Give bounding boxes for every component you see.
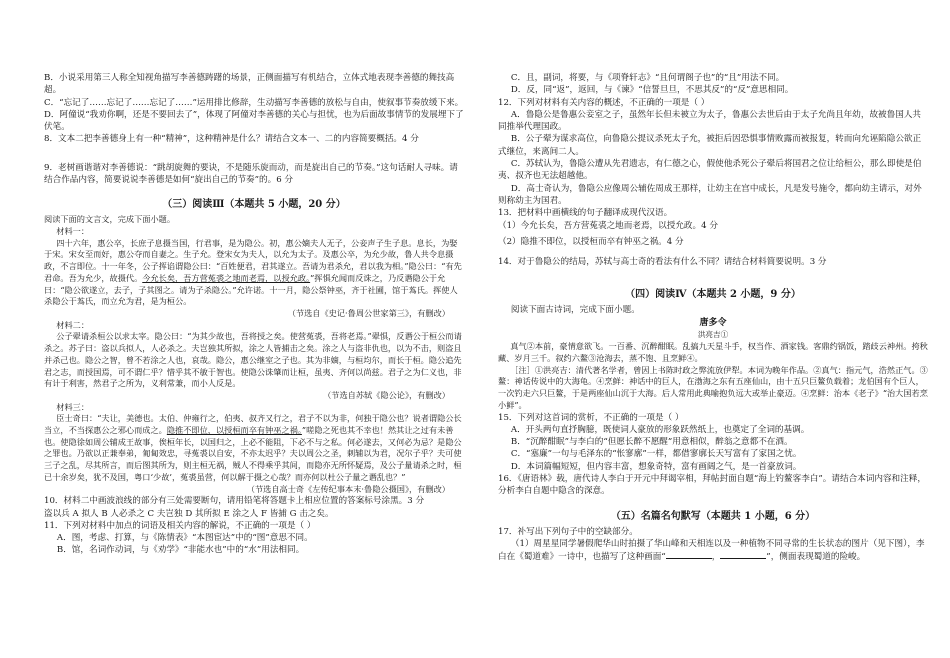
material-1-source: （节选自《史记·鲁周公世家第三》，有删改）	[287, 308, 450, 318]
question-10-options: 盗以兵 A 拟人 B 人必杀之 C 夫岂独 D 其所拟 E 涂之人 F 皆捕 G 击之矣。	[44, 508, 334, 519]
poem-notes: ［注］①洪亮吉：清代著名学者，曾因上书陈时政之弊流放伊犁。本词为晚年作品。②真气：指元气，浩然正气。③鳌：神话传说中的大海龟。④烹鲜：神话中的巨人，在渤海之东有五座仙山，由十五只巨鳌负载着；龙伯国有个巨人，一次钓走六只巨鳌，于是两座仙山沉于大海。后人常用此典喻抱负远大或举止豪迈。④烹鲜：治本《老子》“治大国若烹小鲜”。	[498, 364, 928, 410]
material-1-part-b: ”挥惧允闻而反诛之，乃反谮隐公于允曰：“隐公欲遂立，去子，子其图之。请为子杀隐公。”允许诺。十一月，隐公祭钟巫，齐于社圃，馆于蒍氏。挥使人杀隐公于蒍氏，而立允为君，是为桓公。	[44, 272, 458, 307]
q15-option-b: B．“沉醉酣眠”与李白的“但愿长醉不愿醒”用意相似，醉翁之意都不在酒。	[510, 437, 793, 448]
q15-option-d: D．本词篇幅短短，但内容丰富，想象奇特，富有画阔之气，是一首豪放词。	[510, 461, 802, 472]
material-3-source: （节选自高士奇《左传纪事本末·鲁隐公摄国》，有删改）	[246, 483, 450, 494]
q17-1-text-c: ”，侧面表现蜀道的险峻。	[766, 552, 866, 563]
q12-option-d: D．高士奇认为，鲁隐公应像周公辅佐周成王那样，让幼主在宫中成长，凡是发号施令，都向幼主请示，对外则称幼主为国君。	[498, 183, 922, 206]
material-2-label: 材料二：	[56, 319, 90, 330]
q11-option-c: C．且，副词，将要，与《项脊轩志》“且何谓阁子也”的“且”用法不同。	[510, 73, 785, 83]
material-3-part-b: ”嗟隐之死也其不幸也！然其让之过有未善也。使隐徐如周公辅成王故事，俟桓年长，以国归之，上必不能阻，下必不与之私。何必遂去，又何必为忌？是隐公之罪也。乃欲以正兼奉弟，匍匐效忠，寻菟裘以自安，不亦太迟乎？夫以周公之圣，刺辅以为君，况尔子乎？夫可使三子之乱，尽其所言，而后图其所为，则主桓无祸，贼人不得乘乎其间，而隐亦无所怀疑焉，及公子量请杀之时，桓已十余岁矣，犹不及国，粤口‘少故’，菟裘虽营，何以解于摄之心哉？而亦何以杜公子量之谮乱也？”	[44, 425, 462, 482]
material-1-part-a: 四十六年，惠公卒，长庶子息摄当国，行君事，是为隐公。初，惠公嫡夫人无子，公妾声子生子息。息长，为娶于宋。宋女至而好，惠公夺而自妻之。生子允。登宋女为夫人，以允为太子。及惠公卒，为允少故，鲁人共令息摄政，不言即位。十一年冬，公子挥谄谓隐公曰：“百姓便君，君其遂立。吾请为君杀允，君以我为相。”隐公曰：“有先君命。吾为允少，故摄代。	[44, 237, 462, 283]
q15-option-c: C．“塞廉”一句与毛泽东的“怅寥廓”一样，都借寥廓长天写富有了家国之忧。	[510, 449, 802, 460]
question-17-part-1	[498, 538, 928, 564]
poem-text: 真气②本前，豪情意欲飞。一百番、沉醉酣眠。乱搞九天星斗手，权当作、酒家钱。客鼎约锅饭，踏歧云神州。挎秋藏、岁月三千。叙约六鳌③沧海去，蒸不饱、且烹鲜④。	[498, 341, 928, 364]
question-8: 8．文本二把李善德身上有一种“精神”，这种精神是什么？请结合文本一、二的内容简要概括。4 分	[44, 134, 419, 145]
q12-option-b: B．公子翚为谋求高位，向鲁隐公提议杀死太子允，被拒后因恐惧事情败露而被报复，转而向允诬陷隐公欲正式继位，来离间二人。	[498, 134, 922, 157]
question-15: 15．下列对这首词的赏析，不正确的一项是（ ）	[498, 412, 684, 423]
poem-title: 唐多令	[699, 317, 727, 328]
q8-option-c: C．“忘记了……忘记了……忘记了……”运用排比修辞，生动描写李善德的放松与自由，使叙事节奏放缓下来。	[44, 97, 464, 108]
q11-option-a: A．图，考虑、打算，与《陈情表》“本图宦达”中的“图”意思不同。	[56, 533, 313, 544]
question-9: 9．老树画谐谐对李善德说：“跳胡旋舞的要诀，不是随乐旋而动，而是旋出自己的节奏。”这句话耐人寻味。请结合作品内容，简要说说李善德是如何“旋出自己的节奏”的。6 分	[44, 162, 458, 186]
question-10: 10．材料二中画波浪线的部分有三处需要断句，请用铅笔将答题卡上相应位置的答案标号涂黑。3 分	[44, 496, 425, 507]
material-2-source: （节选自苏轼《隐公论》，有删改）	[323, 389, 450, 400]
poem-author: 洪亮吉①	[697, 330, 729, 340]
answer-space	[498, 268, 928, 276]
material-2-text: 公子翚请杀桓公以求太宰。隐公曰：“为其少故也，吾将授之矣。使营菟裘，吾将老焉。”翚惧，反谮公于桓公而请杀之。苏子曰：盗以兵拟人，人必杀之。夫岂独其所拟，涂之人皆捕击之矣。涂之人与盗非仇也，以为不击，则盗且并杀己也。隐公之智，曾不若涂之人也，哀哉。隐公，惠公继室之子也。其为非嫡，与桓均尔，而长于桓。隐公追先君之志，而授国焉，可不谓仁乎？惜乎其不敏于智也。使隐公诛肇而让桓，虽夷、齐何以尚兹。君子之为仁义也，非有计于利害，然君子之所为，义利常兼，而小人反是。	[44, 331, 462, 389]
material-3-underlined: 隐推不即位，以授桓而卒有钟巫之祸。	[166, 425, 302, 436]
answer-space	[498, 276, 928, 284]
material-1-label: 材料一：	[56, 226, 90, 237]
section-4-title: （四）阅读Ⅳ（本题共 2 小题，9 分）	[625, 289, 801, 301]
section-5-title: （五）名篇名句默写（本题共 1 小题，6 分）	[610, 510, 816, 522]
question-13: 13．把材料中画横线的句子翻译成现代汉语。	[498, 208, 673, 219]
section-3-title: （三）阅读Ⅲ（本题共 5 小题，20 分）	[162, 199, 346, 211]
section-4-intro: 阅读下面古诗词，完成下面小题。	[510, 305, 640, 316]
question-13-part-2: （2）隐推不即位，以授桓而卒有钟巫之祸。4 分	[498, 236, 684, 247]
question-11: 11．下列对材料中加点的词语及相关内容的解说，不正确的一项是（ ）	[44, 520, 316, 531]
q8-option-b: B．小说采用第三人称全知视角描写李善德踌躇的场景，正侧面描写有机结合，立体式地表现李善德的舞技高超。	[44, 73, 455, 96]
material-3-text	[44, 413, 464, 483]
material-1-underlined: 今允长矣，吾方营菟裘之地而老焉，以授允政。	[142, 272, 311, 283]
question-16: 16．《唐语林》载，唐代诗人李白于开元中拜谒宰相，拜帖封面自题“海上钓鳌客李白”。请结合本词内容和注释，分析李白自题中隐含的深意。	[498, 474, 926, 497]
question-13-part-1: （1）今允长矣，吾方营菟裘之地而老焉，以授允政。4 分	[498, 220, 718, 231]
answer-space	[44, 186, 464, 194]
question-17: 17．补写出下列句子中的空缺部分。	[498, 526, 638, 537]
question-12: 12．下列对材料有关内容的概述，不正确的一项是（ ）	[498, 97, 710, 108]
answer-space	[44, 154, 464, 162]
q12-option-a: A．鲁隐公是鲁惠公妾室之子，虽然年长但未被立为太子，鲁惠公去世后由于太子允尚且年幼，故被鲁国人共同推举代理国政。	[498, 109, 922, 133]
blank-line	[666, 550, 712, 559]
answer-space	[498, 248, 928, 256]
left-column	[44, 72, 464, 557]
q15-option-a: A．开头两句直抒胸臆，既使词人豪放的形象跃然纸上，也奠定了全词的基调。	[510, 424, 810, 435]
material-3-part-a: 臣士奇曰：“夫让，美德也。太伯、仲雍行之，伯夷、叔齐又行之，君子不以为非，何独于隐公也？说者谓隐公长当立，不当探惠公之邪心而成之。	[44, 413, 462, 436]
answer-space	[44, 146, 464, 154]
q17-1-text-b: ，	[711, 552, 721, 563]
material-3-label: 材料三：	[56, 401, 90, 412]
question-14: 14．对于鲁隐公的结局，苏轼与高士奇的看法有什么不同？请结合材料简要说明。3 分	[498, 257, 827, 268]
q11-option-d: D．反，同“返”，返回，与《谏》“信誓旦旦，不思其反”的“反”意思相同。	[510, 85, 794, 96]
right-column	[498, 72, 928, 564]
q12-option-c: C．苏轼认为，鲁隐公遭从先君遗志，有仁德之心，假使他杀死公子翚后将国君之位让给桓公，那么即使是伯夷、叔齐也无法超越他。	[498, 159, 922, 182]
q8-option-d: D．阿僮说“我劝你啊，还是不要回去了”，体现了阿僮对李善德的关心与担忧，也为后面故事情节的发展埋下了伏笔。	[44, 109, 464, 133]
q11-option-b: B．馆，名词作动词，与《劝学》“非能水也”中的“水”用法相同。	[56, 545, 305, 556]
blank-line	[720, 550, 766, 559]
q17-1-text-a: （1）周星星同学暑假爬华山时拍摄了华山峰和天相连以及一种植物不同寻常的生长状态的图片（见下图），李白在《蜀道难》一诗中，也描写了这种画面“	[498, 538, 925, 563]
material-1-text	[44, 238, 464, 308]
section-3-intro: 阅读下面的文言文，完成下面小题。	[44, 214, 176, 225]
answer-space	[498, 498, 928, 506]
